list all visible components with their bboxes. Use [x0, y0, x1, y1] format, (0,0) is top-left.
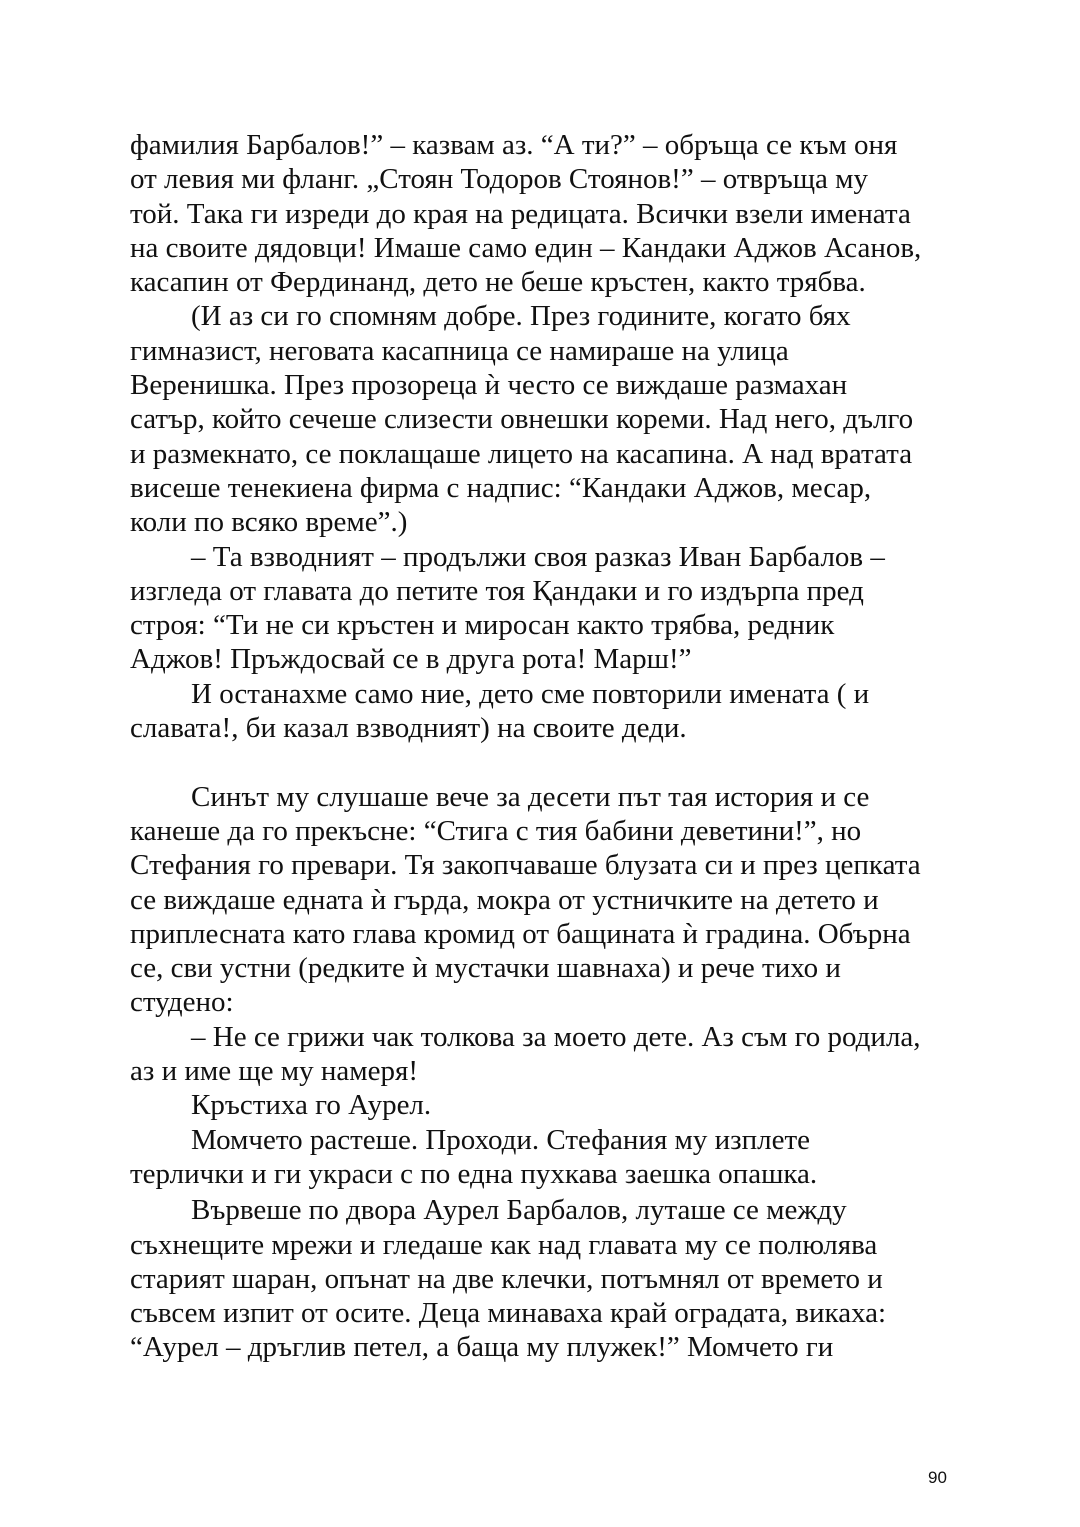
text-line: гимназист, неговата касапница се намираше на улица	[130, 334, 789, 367]
text-line: сатър, който сечеше слизести овнешки кореми. Над него, дълго	[130, 403, 914, 436]
body-text	[130, 128, 970, 1365]
text-line: аз и име ще му намеря!	[130, 1055, 419, 1088]
paragraph-first-line: – Не се грижи чак толкова за моето дете. Аз съм го родила,	[191, 1020, 921, 1053]
text-line: се, сви устни (редките ѝ мустачки шавнаха) и рече тихо и	[130, 952, 841, 985]
text-line: приплесната като глава кромид от бащината ѝ градина. Обърна	[130, 917, 911, 950]
text-line: старият шаран, опънат на две клечки, потъмнял от времето и	[130, 1262, 883, 1295]
text-line: касапин от Фердинанд, дето не беше кръстен, както трябва.	[130, 266, 866, 299]
blank-line	[130, 745, 970, 779]
text-line: се виждаше едната ѝ гърда, мокра от устничките на детето и	[130, 883, 879, 916]
page-number: 90	[928, 1468, 947, 1487]
text-line: “Аурел – дръглив петел, а баща му плужек!” Момчето ги	[130, 1331, 834, 1364]
paragraph-first-line: Синът му слушаше вече за десети път тая история и се	[191, 780, 870, 813]
text-line: и размекнато, се поклащаше лицето на касапина. А над вратата	[130, 437, 913, 470]
text-line: от левия ми фланг. „Стоян Тодоров Стоянов!” – отвръща му	[130, 163, 868, 196]
text-line: Стефания го превари. Тя закопчаваше блузата си и през цепката	[130, 849, 921, 882]
paragraph-first-line: Кръстиха го Аурел.	[191, 1089, 432, 1122]
paragraph-first-line: И останахме само ние, дето сме повторили имената ( и	[191, 677, 870, 710]
paragraph-first-line: – Та взводният – продължи своя разказ Иван Барбалов –	[191, 540, 885, 573]
text-line: коли по всяко време”.)	[130, 506, 408, 539]
text-line: студено:	[130, 986, 234, 1019]
text-line: славата!, би казал взводният) на своите деди.	[130, 712, 687, 745]
text-line: той. Така ги изреди до края на редицата. Всички взели имената	[130, 197, 911, 230]
paragraph-first-line: (И аз си го спомням добре. През годините, когато бях	[191, 300, 851, 333]
text-line: съвсем изпит от осите. Деца минаваха край оградата, викаха:	[130, 1297, 887, 1330]
text-line: канеше да го прекъсне: “Стига с тия бабини деветини!”, но	[130, 814, 862, 847]
text-line: висеше тенекиена фирма с надпис: “Кандаки Аджов, месар,	[130, 471, 872, 504]
text-line: изгледа от главата до петите тоя Қандаки и го издърпа пред	[130, 574, 864, 607]
text-line: фамилия Барбалов!” – казвам аз. “А ти?” – обръща се към оня	[130, 129, 898, 161]
paragraph-first-line: Момчето растеше. Проходи. Стефания му изплете	[191, 1123, 811, 1156]
text-line: терлички и ги украси с по една пухкава заешка опашка.	[130, 1157, 818, 1190]
text-line: Аджов! Пръждосвай се в друга рота! Марш!”	[130, 643, 692, 676]
text-line: съхнещите мрежи и гледаше как над главата му се полюлява	[130, 1228, 878, 1261]
text-line: на своите дядовци! Имаше само един – Кандаки Аджов Асанов,	[130, 231, 922, 264]
text-line: Веренишка. През прозореца ѝ често се виждаше размахан	[130, 369, 848, 402]
paragraph-first-line: Вървеше по двора Аурел Барбалов, луташе се между	[191, 1194, 847, 1227]
text-line: строя: “Ти не си кръстен и миросан както трябва, редник	[130, 609, 835, 642]
